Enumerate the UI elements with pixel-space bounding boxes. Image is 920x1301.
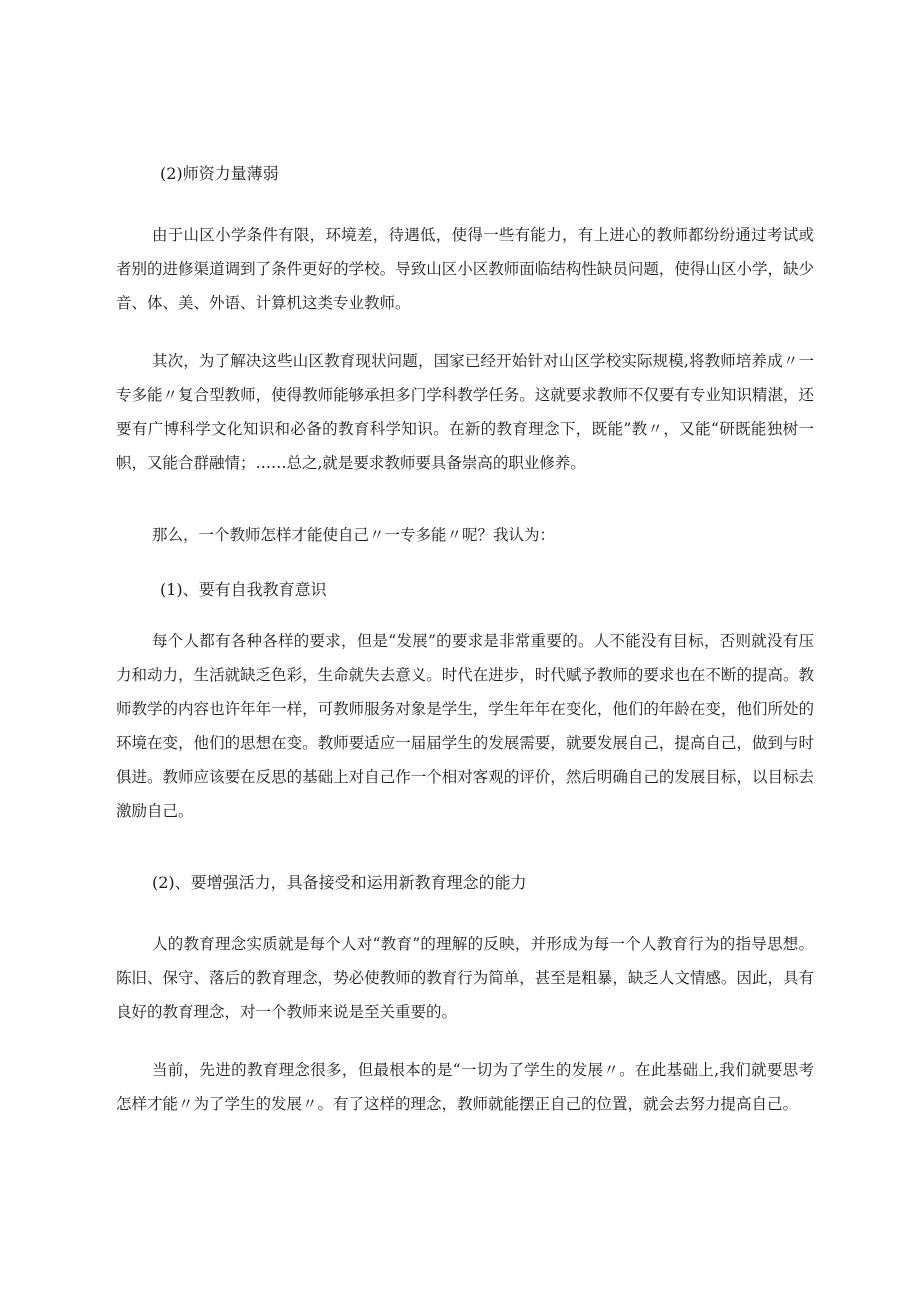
paragraph-question: 那么，一个教师怎样才能使自己〃一专多能〃呢？我认为： (152, 526, 556, 544)
paragraph-secondly-multi-skill: 其次，为了解决这些山区教育现状问题，国家已经开始针对山区学校实际规模,将教师培养成〃一专多能〃复合型教师，使得教师能够承担多门学科教学任务。这就要求教师不仅要有专业知识精湛，还要有广博科学文化知识和必备的教育科学知识。在新的教育理念下，既能”教〃，又能“研既能独树一帜，又能合群融情；……总之,就是要求教师要具备崇高的职业修养。 (116, 352, 814, 472)
paragraph-development-goals: 每个人都有各种各样的要求，但是“发展”的要求是非常重要的。人不能没有目标，否则就没有压力和动力，生活就缺乏色彩，生命就失去意义。时代在进步，时代赋予教师的要求也在不断的提高。教师教学的内容也许年年一样，可教师服务对象是学生，学生年年在变化，他们的年龄在变，他们所处的环境在变，他们的思想在变。教师要适应一届届学生的发展需要，就要发展自己，提高自己，做到与时俱进。教师应该要在反思的基础上对自己作一个相对客观的评价，然后明确自己的发展目标，以目标去激励自己。 (116, 632, 814, 820)
section-heading-new-concepts: (2)、要增强活力，具备接受和运用新教育理念的能力 (152, 873, 527, 892)
paragraph-current-concepts: 当前，先进的教育理念很多，但最根本的是“一切为了学生的发展〃。在此基础上,我们就要思考怎样才能〃为了学生的发展〃。有了这样的理念，教师就能摆正自己的位置，就会去努力提高自己。 (116, 1061, 814, 1113)
paragraph-education-concept: 人的教育理念实质就是每个人对“教育”的理解的反映，并形成为每一个人教育行为的指导思想。陈旧、保守、落后的教育理念，势必使教师的教育行为简单，甚至是粗暴，缺乏人文情感。因此，具有良好的教育理念，对一个教师来说是至关重要的。 (116, 935, 814, 1021)
section-heading-teacher-strength: (2)师资力量薄弱 (160, 164, 279, 183)
section-heading-self-education: (1)、要有自我教育意识 (160, 580, 327, 599)
paragraph-mountain-school-conditions: 由于山区小学条件有限，环境差，待遇低，使得一些有能力，有上进心的教师都纷纷通过考试或者别的进修渠道调到了条件更好的学校。导致山区小区教师面临结构性缺员问题，使得山区小学，缺少音、体、美、外语、计算机这类专业教师。 (116, 226, 814, 312)
